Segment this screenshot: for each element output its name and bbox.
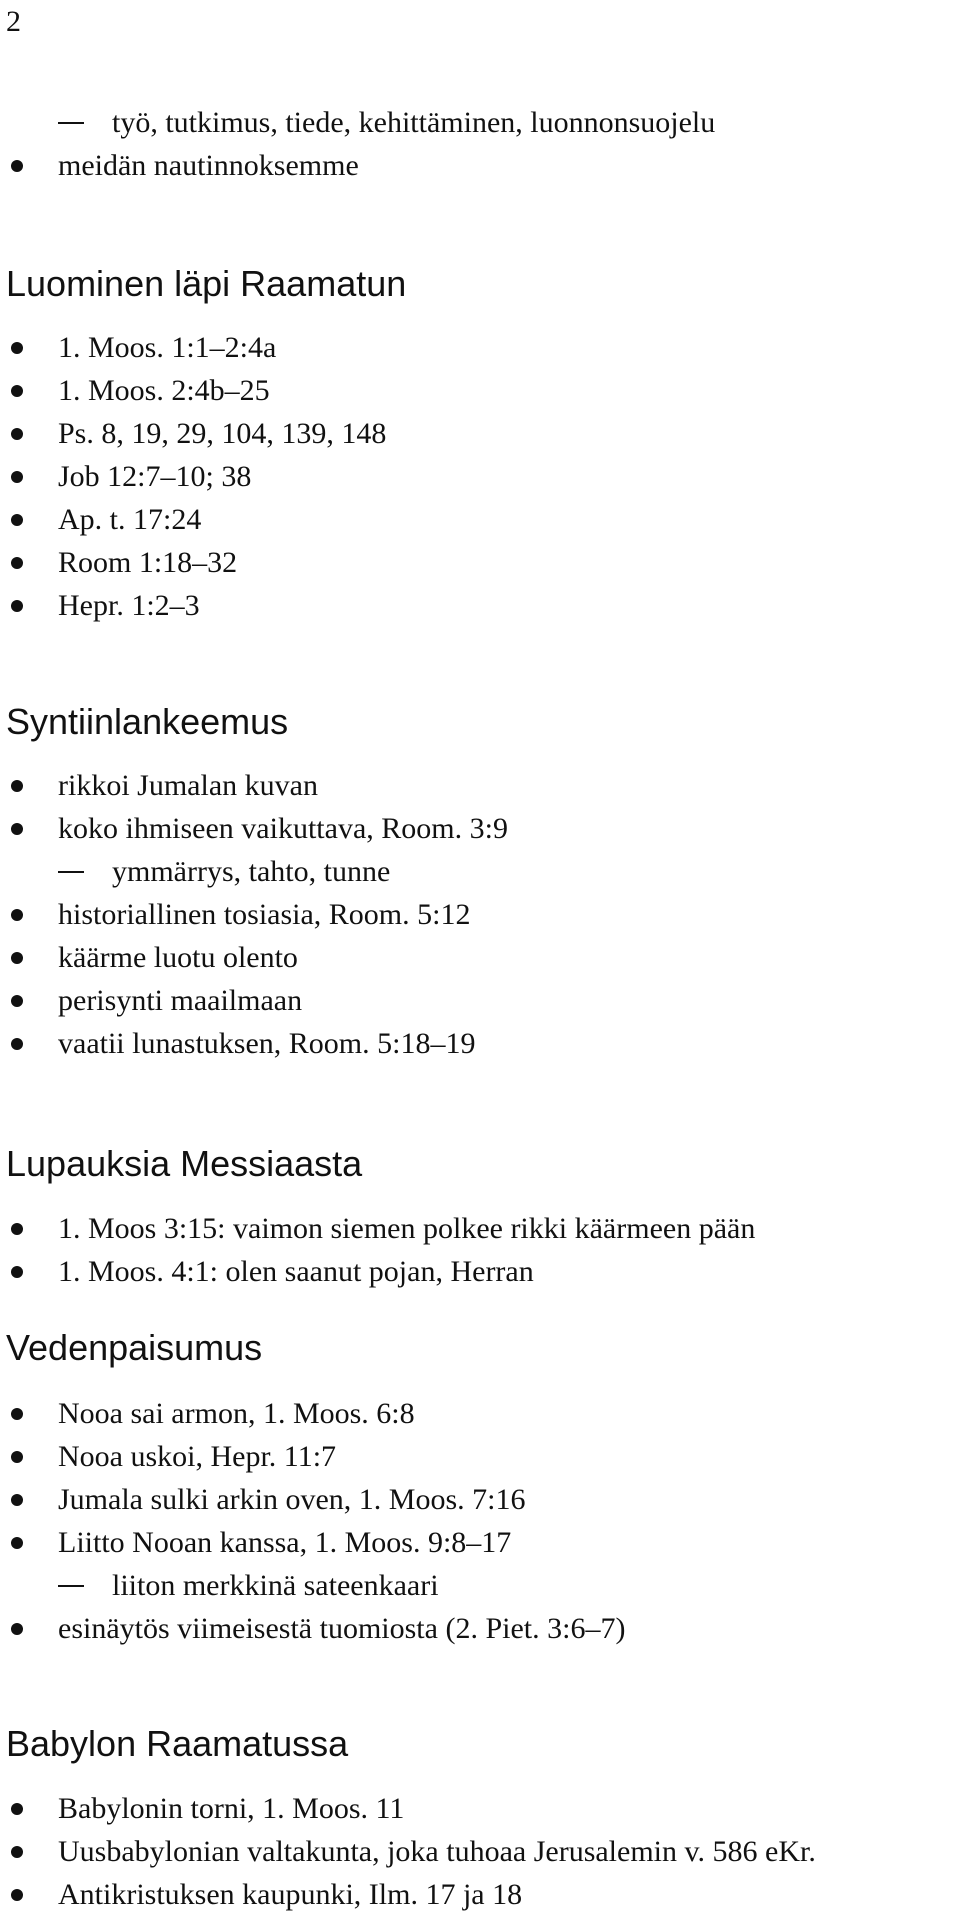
bullet-icon xyxy=(11,1038,23,1050)
list-item-text: rikkoi Jumalan kuvan xyxy=(58,769,318,802)
dash-icon xyxy=(58,871,84,873)
dash-icon xyxy=(58,1585,84,1587)
list-item-text: Antikristuksen kaupunki, Ilm. 17 ja 18 xyxy=(58,1878,523,1911)
bullet-icon xyxy=(11,1889,23,1901)
list-item-text: 1. Moos. 2:4b–25 xyxy=(58,374,270,407)
list-item-text: meidän nautinnoksemme xyxy=(58,149,359,182)
list-item-text: Nooa sai armon, 1. Moos. 6:8 xyxy=(58,1397,415,1430)
bullet-icon xyxy=(11,514,23,526)
bullet-icon xyxy=(11,1537,23,1549)
list-item-text: Jumala sulki arkin oven, 1. Moos. 7:16 xyxy=(58,1483,526,1516)
list-item-text: Job 12:7–10; 38 xyxy=(58,460,252,493)
bullet-icon xyxy=(11,1408,23,1420)
list-item-text: koko ihmiseen vaikuttava, Room. 3:9 xyxy=(58,812,508,845)
bullet-icon xyxy=(11,342,23,354)
bullet-icon xyxy=(11,471,23,483)
list-item-text: liiton merkkinä sateenkaari xyxy=(112,1569,439,1602)
list-item-text: historiallinen tosiasia, Room. 5:12 xyxy=(58,898,471,931)
list-item-text: ymmärrys, tahto, tunne xyxy=(112,855,391,888)
section-heading: Babylon Raamatussa xyxy=(6,1723,349,1764)
list-item-text: perisynti maailmaan xyxy=(58,984,303,1017)
bullet-icon xyxy=(11,385,23,397)
bullet-icon xyxy=(11,1846,23,1858)
list-item-text: 1. Moos 3:15: vaimon siemen polkee rikki käärmeen pään xyxy=(58,1212,756,1245)
list-item-text: työ, tutkimus, tiede, kehittäminen, luonnonsuojelu xyxy=(112,106,716,139)
section-heading: Vedenpaisumus xyxy=(6,1327,263,1368)
bullet-icon xyxy=(11,1223,23,1235)
list-item-text: Nooa uskoi, Hepr. 11:7 xyxy=(58,1440,337,1473)
bullet-icon xyxy=(11,1266,23,1278)
list-item-text: Babylonin torni, 1. Moos. 11 xyxy=(58,1792,405,1825)
list-item-text: Room 1:18–32 xyxy=(58,546,238,579)
list-item-text: Hepr. 1:2–3 xyxy=(58,589,200,622)
bullet-icon xyxy=(11,428,23,440)
section-heading: Lupauksia Messiaasta xyxy=(6,1143,363,1184)
bullet-icon xyxy=(11,995,23,1007)
list-item-text: esinäytös viimeisestä tuomiosta (2. Piet. 3:6–7) xyxy=(58,1612,626,1645)
section-heading: Luominen läpi Raamatun xyxy=(6,263,407,304)
dash-icon xyxy=(58,122,84,124)
section-heading: Syntiinlankeemus xyxy=(6,701,289,742)
bullet-icon xyxy=(11,1803,23,1815)
bullet-icon xyxy=(11,780,23,792)
bullet-icon xyxy=(11,823,23,835)
bullet-icon xyxy=(11,1494,23,1506)
bullet-icon xyxy=(11,952,23,964)
bullet-icon xyxy=(11,1623,23,1635)
list-item-text: Liitto Nooan kanssa, 1. Moos. 9:8–17 xyxy=(58,1526,512,1559)
bullet-icon xyxy=(11,1451,23,1463)
bullet-icon xyxy=(11,600,23,612)
list-item-text: vaatii lunastuksen, Room. 5:18–19 xyxy=(58,1027,476,1060)
list-item-text: 1. Moos. 1:1–2:4a xyxy=(58,331,277,364)
bullet-icon xyxy=(11,909,23,921)
list-item-text: Ap. t. 17:24 xyxy=(58,503,202,536)
bullet-icon xyxy=(11,160,23,172)
bullet-icon xyxy=(11,557,23,569)
list-item-text: käärme luotu olento xyxy=(58,941,298,974)
list-item-text: 1. Moos. 4:1: olen saanut pojan, Herran xyxy=(58,1255,534,1288)
list-item-text: Uusbabylonian valtakunta, joka tuhoaa Jerusalemin v. 586 eKr. xyxy=(58,1835,816,1868)
page-number: 2 xyxy=(6,5,21,38)
list-item-text: Ps. 8, 19, 29, 104, 139, 148 xyxy=(58,417,387,450)
